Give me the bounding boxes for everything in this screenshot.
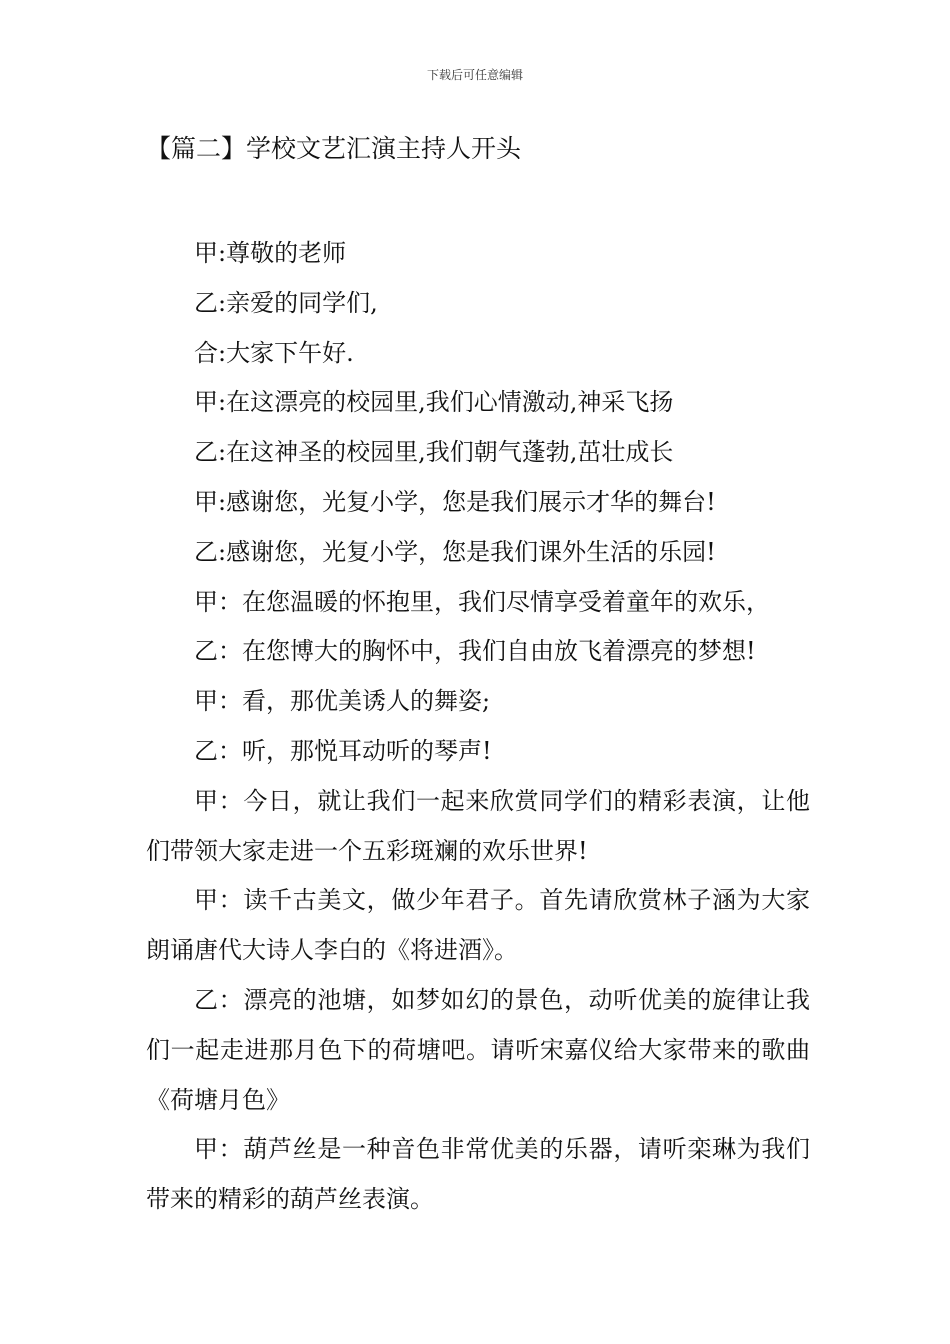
- paragraph: 甲：读千古美文，做少年君子。首先请欣赏林子涵为大家朗诵唐代大诗人李白的《将进酒》。: [146, 886, 810, 965]
- paragraph: 乙:亲爱的同学们,: [194, 288, 378, 317]
- document-title: 【篇二】学校文艺汇演主持人开头: [146, 134, 522, 163]
- paragraph: 甲：在您温暖的怀抱里，我们尽情享受着童年的欢乐，: [194, 587, 770, 616]
- paragraph: 甲:尊敬的老师: [194, 239, 347, 267]
- paragraph: 乙：漂亮的池塘，如梦如幻的景色，动听优美的旋律让我们一起走进那月色下的荷塘吧。请听宋嘉仪给大家带来的歌曲《荷塘月色》: [146, 985, 810, 1114]
- paragraph: 乙：在您博大的胸怀中，我们自由放飞着漂亮的梦想!: [194, 637, 756, 666]
- paragraph: 甲：看，那优美诱人的舞姿;: [194, 687, 491, 716]
- paragraph: 甲：葫芦丝是一种音色非常优美的乐器，请听栾琳为我们带来的精彩的葫芦丝表演。: [146, 1135, 810, 1214]
- paragraph: 甲：今日，就让我们一起来欣赏同学们的精彩表演，让他们带领大家走进一个五彩斑斓的欢乐世界!: [146, 786, 810, 865]
- paragraph: 甲:感谢您，光复小学，您是我们展示才华的舞台!: [194, 487, 716, 516]
- paragraph: 甲:在这漂亮的校园里,我们心情激动,神采飞扬: [194, 388, 674, 417]
- document-body: [146, 229, 810, 1225]
- paragraph: 合:大家下午好.: [194, 338, 354, 367]
- header-note: 下载后可任意编辑: [426, 68, 523, 82]
- paragraph: 乙：听，那悦耳动听的琴声!: [194, 736, 492, 765]
- paragraph: 乙:感谢您，光复小学，您是我们课外生活的乐园!: [194, 537, 716, 566]
- paragraph: 乙:在这神圣的校园里,我们朝气蓬勃,茁壮成长: [194, 438, 674, 467]
